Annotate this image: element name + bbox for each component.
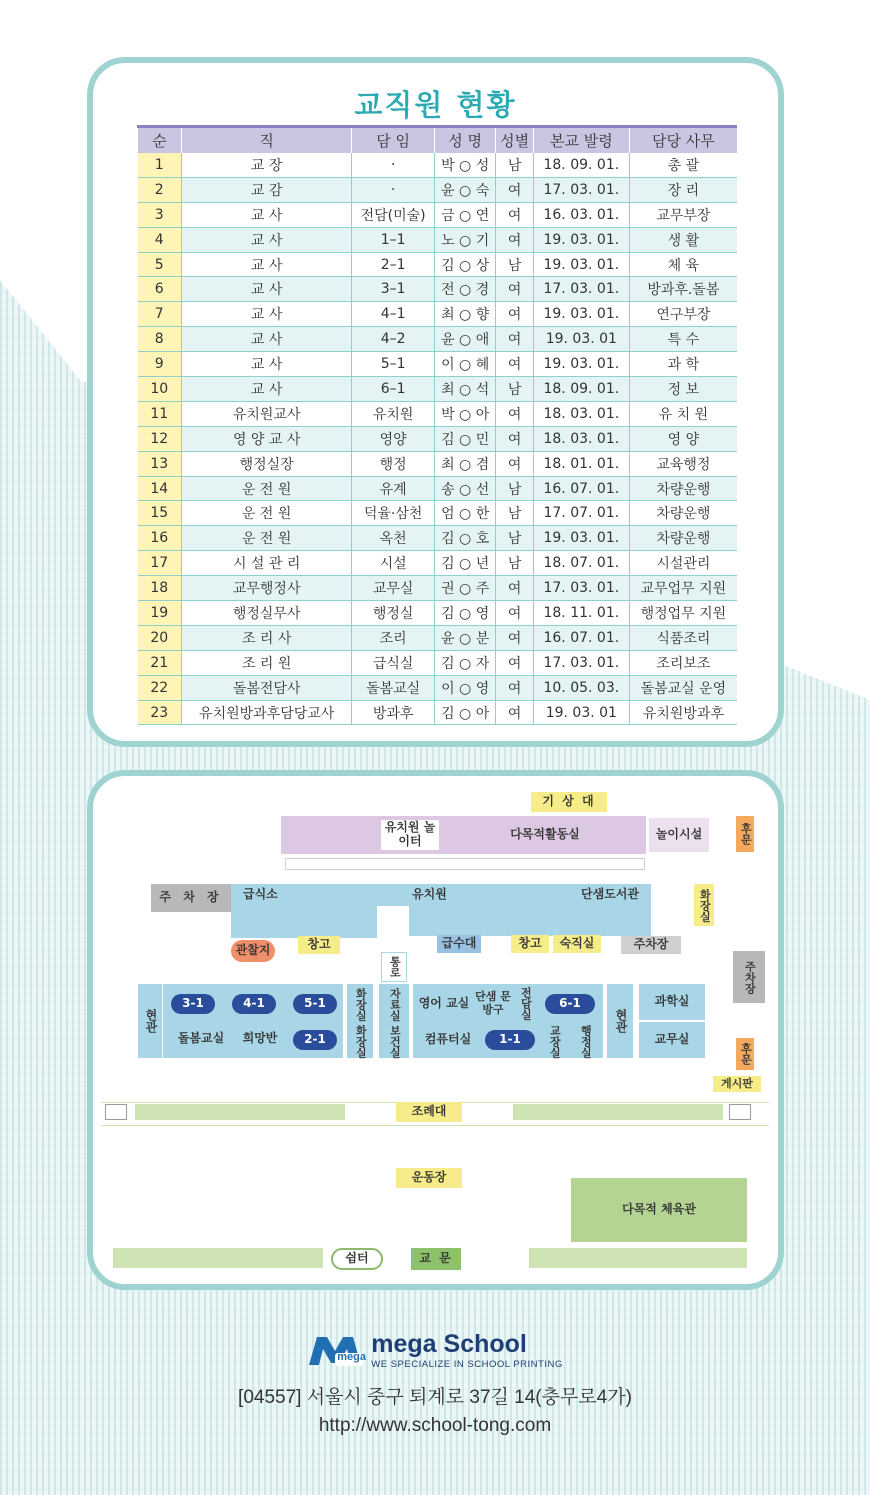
table-cell: 19. 03. 01. bbox=[533, 302, 629, 327]
table-cell: 옥천 bbox=[352, 526, 435, 551]
table-row bbox=[138, 252, 738, 277]
map-storage-2: 창고 bbox=[511, 935, 549, 953]
map-hedge-bottom-left bbox=[113, 1248, 323, 1268]
table-cell: 김 ○ 년 bbox=[434, 551, 495, 576]
table-cell: 급식실 bbox=[352, 650, 435, 675]
row-number-cell: 17 bbox=[138, 551, 182, 576]
row-number-cell: 8 bbox=[138, 327, 182, 352]
table-cell: 여 bbox=[496, 451, 533, 476]
address: [04557] 서울시 중구 퇴계로 37길 14(충무로4가) bbox=[238, 1387, 632, 1408]
table-cell: 차량운행 bbox=[629, 476, 737, 501]
table-cell: 여 bbox=[496, 227, 533, 252]
table-cell: 17. 07. 01. bbox=[533, 501, 629, 526]
table-cell: 여 bbox=[496, 625, 533, 650]
table-cell: 박 ○ 아 bbox=[434, 401, 495, 426]
footer bbox=[0, 1330, 870, 1437]
table-body bbox=[138, 153, 738, 725]
table-cell: 여 bbox=[496, 352, 533, 377]
table-row bbox=[138, 650, 738, 675]
table-row bbox=[138, 202, 738, 227]
table-cell: 윤 ○ 숙 bbox=[434, 177, 495, 202]
table-cell: 시설 bbox=[352, 551, 435, 576]
table-cell: 여 bbox=[496, 576, 533, 601]
map-back-gate-top: 후문 bbox=[736, 816, 754, 852]
table-cell: 시 설 관 리 bbox=[182, 551, 352, 576]
table-row bbox=[138, 451, 738, 476]
table-cell: 식품조리 bbox=[629, 625, 737, 650]
map-class-5-1: 5-1 bbox=[293, 994, 337, 1014]
table-cell: 1–1 bbox=[352, 227, 435, 252]
map-play-facility: 놀이시설 bbox=[649, 818, 709, 852]
table-row bbox=[138, 476, 738, 501]
table-cell: 엄 ○ 한 bbox=[434, 501, 495, 526]
table-cell: 10. 05. 03. bbox=[533, 675, 629, 700]
map-admin-room: 행정실 bbox=[579, 1024, 593, 1058]
map-science-room: 과학실 bbox=[639, 984, 705, 1020]
map-library: 단샘도서관 bbox=[581, 887, 639, 902]
row-number-cell: 18 bbox=[138, 576, 182, 601]
table-cell: 과 학 bbox=[629, 352, 737, 377]
table-cell: 남 bbox=[496, 501, 533, 526]
table-cell: 행정업무 지원 bbox=[629, 601, 737, 626]
table-cell: 김 ○ 호 bbox=[434, 526, 495, 551]
map-field: 운동장 bbox=[396, 1168, 462, 1188]
table-cell: 행정실장 bbox=[182, 451, 352, 476]
table-cell: 유계 bbox=[352, 476, 435, 501]
table-row bbox=[138, 601, 738, 626]
table-cell: 여 bbox=[496, 675, 533, 700]
map-restroom-low: 화장실 bbox=[347, 1024, 373, 1058]
table-cell: 행정실 bbox=[352, 601, 435, 626]
row-number-cell: 6 bbox=[138, 277, 182, 302]
map-class-3-1: 3-1 bbox=[171, 994, 215, 1014]
table-cell: 여 bbox=[496, 650, 533, 675]
table-row bbox=[138, 352, 738, 377]
staff-card bbox=[87, 57, 784, 747]
table-cell: 남 bbox=[496, 476, 533, 501]
map-podium: 조례대 bbox=[396, 1102, 462, 1122]
table-cell: 행정 bbox=[352, 451, 435, 476]
row-number-cell: 21 bbox=[138, 650, 182, 675]
table-cell: 조 리 원 bbox=[182, 650, 352, 675]
table-cell: 유치원방과후 bbox=[629, 700, 737, 725]
table-cell: 교 사 bbox=[182, 302, 352, 327]
table-cell: 17. 03. 01. bbox=[533, 177, 629, 202]
map-kindergarten: 유치원 bbox=[412, 887, 447, 902]
table-cell: 여 bbox=[496, 401, 533, 426]
map-principal-room: 교장실 bbox=[548, 1024, 562, 1058]
table-cell: 교무행정사 bbox=[182, 576, 352, 601]
table-cell: 19. 03. 01. bbox=[533, 252, 629, 277]
logo bbox=[0, 1330, 870, 1370]
table-row bbox=[138, 177, 738, 202]
table-cell: 조 리 사 bbox=[182, 625, 352, 650]
table-cell: 교무실 bbox=[352, 576, 435, 601]
table-row bbox=[138, 576, 738, 601]
row-number-cell: 4 bbox=[138, 227, 182, 252]
map-restroom-mid: 화장실 bbox=[347, 984, 373, 1024]
table-cell: 18. 07. 01. bbox=[533, 551, 629, 576]
table-row bbox=[138, 526, 738, 551]
table-cell: 김 ○ 민 bbox=[434, 426, 495, 451]
table-cell: 교 사 bbox=[182, 252, 352, 277]
table-cell: 윤 ○ 애 bbox=[434, 327, 495, 352]
table-row bbox=[138, 327, 738, 352]
table-cell: 전담(미술) bbox=[352, 202, 435, 227]
table-cell: 5–1 bbox=[352, 352, 435, 377]
campus-map-card bbox=[87, 770, 784, 1290]
map-main-gate: 교 문 bbox=[411, 1248, 461, 1270]
map-cafeteria-lower bbox=[231, 906, 377, 938]
row-number-cell: 15 bbox=[138, 501, 182, 526]
row-number-cell: 13 bbox=[138, 451, 182, 476]
map-top-building bbox=[231, 884, 651, 906]
table-cell: 김 ○ 상 bbox=[434, 252, 495, 277]
table-cell: 여 bbox=[496, 601, 533, 626]
table-cell: 교무부장 bbox=[629, 202, 737, 227]
table-row bbox=[138, 153, 738, 178]
table-cell: 여 bbox=[496, 277, 533, 302]
table-cell: 이 ○ 영 bbox=[434, 675, 495, 700]
table-cell: 생 활 bbox=[629, 227, 737, 252]
map-restroom-top: 화장실 bbox=[694, 884, 714, 926]
table-cell: 장 리 bbox=[629, 177, 737, 202]
row-number-cell: 3 bbox=[138, 202, 182, 227]
map-night-duty: 숙직실 bbox=[553, 935, 601, 953]
table-cell: 교 사 bbox=[182, 352, 352, 377]
table-row bbox=[138, 377, 738, 402]
map-class-1-1: 1-1 bbox=[485, 1030, 535, 1050]
table-cell: 교 장 bbox=[182, 153, 352, 178]
map-entrance-left: 현관 bbox=[138, 984, 162, 1058]
website-url[interactable]: http://www.school-tong.com bbox=[318, 1415, 552, 1436]
row-number-cell: 1 bbox=[138, 153, 182, 178]
table-cell: 차량운행 bbox=[629, 501, 737, 526]
table-row bbox=[138, 426, 738, 451]
table-cell: 18. 03. 01. bbox=[533, 426, 629, 451]
table-row bbox=[138, 700, 738, 725]
table-cell: 19. 03. 01. bbox=[533, 352, 629, 377]
table-cell: 김 ○ 아 bbox=[434, 700, 495, 725]
table-cell: 18. 11. 01. bbox=[533, 601, 629, 626]
table-cell: 여 bbox=[496, 177, 533, 202]
table-cell: 총 괄 bbox=[629, 153, 737, 178]
table-cell: 최 ○ 석 bbox=[434, 377, 495, 402]
map-gisangdae: 기 상 대 bbox=[531, 792, 607, 812]
map-bench-right-icon bbox=[729, 1104, 751, 1120]
logo-mark-text: mega bbox=[337, 1351, 367, 1363]
table-cell: 특 수 bbox=[629, 327, 737, 352]
table-cell: 16. 07. 01. bbox=[533, 625, 629, 650]
map-parking-left: 주 차 장 bbox=[151, 884, 231, 912]
table-header-cell: 성별 bbox=[496, 127, 533, 153]
table-row bbox=[138, 551, 738, 576]
map-computer-room: 컴퓨터실 bbox=[424, 1032, 472, 1047]
map-water: 급수대 bbox=[437, 935, 481, 953]
table-header-row bbox=[138, 127, 738, 153]
table-cell: 교 사 bbox=[182, 227, 352, 252]
table-cell: 방과후.돌봄 bbox=[629, 277, 737, 302]
map-gym: 다목적 체육관 bbox=[571, 1178, 747, 1242]
table-cell: 교육행정 bbox=[629, 451, 737, 476]
table-cell: 교 사 bbox=[182, 327, 352, 352]
row-number-cell: 14 bbox=[138, 476, 182, 501]
table-cell: 노 ○ 기 bbox=[434, 227, 495, 252]
row-number-cell: 10 bbox=[138, 377, 182, 402]
table-cell: 18. 09. 01. bbox=[533, 153, 629, 178]
row-number-cell: 19 bbox=[138, 601, 182, 626]
table-cell: 유 치 원 bbox=[629, 401, 737, 426]
table-cell: 연구부장 bbox=[629, 302, 737, 327]
table-cell: 남 bbox=[496, 551, 533, 576]
map-care-room: 돌봄교실 bbox=[177, 1031, 225, 1046]
map-parking-right: 주차장 bbox=[733, 951, 765, 1003]
table-cell: 돌봄교실 bbox=[352, 675, 435, 700]
table-header-cell: 성 명 bbox=[434, 127, 495, 153]
table-cell: 시설관리 bbox=[629, 551, 737, 576]
table-header-cell: 담당 사무 bbox=[629, 127, 737, 153]
map-entrance-right: 현관 bbox=[607, 984, 633, 1058]
table-row bbox=[138, 501, 738, 526]
logo-brand: mega School bbox=[371, 1330, 527, 1358]
map-shelter: 쉼터 bbox=[331, 1248, 383, 1270]
table-cell: 남 bbox=[496, 377, 533, 402]
row-number-cell: 23 bbox=[138, 700, 182, 725]
table-cell: 18. 01. 01. bbox=[533, 451, 629, 476]
table-header-cell: 담 임 bbox=[352, 127, 435, 153]
map-observation: 관찰지 bbox=[231, 940, 275, 962]
table-cell: 교 사 bbox=[182, 202, 352, 227]
table-cell: · bbox=[352, 153, 435, 178]
map-kinder-playground: 유치원 놀이터 bbox=[381, 820, 439, 850]
table-cell: 김 ○ 자 bbox=[434, 650, 495, 675]
table-cell: 교 사 bbox=[182, 277, 352, 302]
table-cell: 유치원방과후담당교사 bbox=[182, 700, 352, 725]
row-number-cell: 20 bbox=[138, 625, 182, 650]
table-cell: 여 bbox=[496, 302, 533, 327]
logo-tagline: WE SPECIALIZE IN SCHOOL PRINTING bbox=[371, 1359, 563, 1370]
table-cell: 18. 03. 01. bbox=[533, 401, 629, 426]
table-cell: 18. 09. 01. bbox=[533, 377, 629, 402]
table-cell: 19. 03. 01 bbox=[533, 700, 629, 725]
table-cell: 덕율·삼천 bbox=[352, 501, 435, 526]
table-cell: 금 ○ 연 bbox=[434, 202, 495, 227]
table-cell: 정 보 bbox=[629, 377, 737, 402]
table-cell: 남 bbox=[496, 252, 533, 277]
table-cell: 체 육 bbox=[629, 252, 737, 277]
map-resource-room: 자료실 bbox=[379, 984, 409, 1024]
table-cell: 돌봄교실 운영 bbox=[629, 675, 737, 700]
table-cell: 조리보조 bbox=[629, 650, 737, 675]
table-cell: 17. 03. 01. bbox=[533, 277, 629, 302]
map-hedge-bottom-right bbox=[529, 1248, 747, 1268]
page-title: 교직원 현황 bbox=[354, 88, 517, 122]
row-number-cell: 5 bbox=[138, 252, 182, 277]
table-cell: 영양 bbox=[352, 426, 435, 451]
table-cell: 조리 bbox=[352, 625, 435, 650]
table-cell: 16. 03. 01. bbox=[533, 202, 629, 227]
table-cell: 영 양 교 사 bbox=[182, 426, 352, 451]
row-number-cell: 7 bbox=[138, 302, 182, 327]
table-row bbox=[138, 401, 738, 426]
table-cell: 3–1 bbox=[352, 277, 435, 302]
map-back-gate-right: 후문 bbox=[736, 1038, 754, 1070]
table-cell: 영 양 bbox=[629, 426, 737, 451]
table-cell: 교 사 bbox=[182, 377, 352, 402]
map-passage: 통로 bbox=[381, 952, 407, 982]
table-row bbox=[138, 625, 738, 650]
table-cell: 4–1 bbox=[352, 302, 435, 327]
row-number-cell: 2 bbox=[138, 177, 182, 202]
table-cell: 17. 03. 01. bbox=[533, 650, 629, 675]
table-cell: 운 전 원 bbox=[182, 526, 352, 551]
map-class-4-1: 4-1 bbox=[232, 994, 276, 1014]
table-cell: 운 전 원 bbox=[182, 501, 352, 526]
table-cell: 유치원교사 bbox=[182, 401, 352, 426]
table-cell: 전 ○ 경 bbox=[434, 277, 495, 302]
table-row bbox=[138, 675, 738, 700]
table-row bbox=[138, 227, 738, 252]
campus-map bbox=[93, 776, 790, 1296]
map-class-6-1: 6-1 bbox=[545, 994, 595, 1014]
table-cell: 최 ○ 겸 bbox=[434, 451, 495, 476]
map-parking-mid: 주차장 bbox=[621, 936, 681, 954]
map-health-room: 보건실 bbox=[379, 1024, 409, 1058]
table-cell: 17. 03. 01. bbox=[533, 576, 629, 601]
mega-logo-icon bbox=[307, 1333, 365, 1367]
table-cell: 남 bbox=[496, 153, 533, 178]
table-header-cell: 본교 발령 bbox=[533, 127, 629, 153]
table-cell: 방과후 bbox=[352, 700, 435, 725]
row-number-cell: 12 bbox=[138, 426, 182, 451]
map-cafeteria: 급식소 bbox=[243, 887, 278, 902]
table-cell: 운 전 원 bbox=[182, 476, 352, 501]
table-cell: 19. 03. 01 bbox=[533, 327, 629, 352]
table-cell: 여 bbox=[496, 202, 533, 227]
table-cell: 행정실무사 bbox=[182, 601, 352, 626]
table-cell: 차량운행 bbox=[629, 526, 737, 551]
table-cell: 돌봄전담사 bbox=[182, 675, 352, 700]
map-class-2-1: 2-1 bbox=[293, 1030, 337, 1050]
table-cell: 16. 07. 01. bbox=[533, 476, 629, 501]
table-cell: 박 ○ 성 bbox=[434, 153, 495, 178]
table-cell: 윤 ○ 분 bbox=[434, 625, 495, 650]
map-dansaem-room: 단샘 문방구 bbox=[475, 990, 511, 1016]
table-cell: 여 bbox=[496, 426, 533, 451]
table-cell: 남 bbox=[496, 526, 533, 551]
row-number-cell: 9 bbox=[138, 352, 182, 377]
map-multi-room: 다목적활동실 bbox=[510, 827, 580, 842]
table-cell: 교 감 bbox=[182, 177, 352, 202]
map-hedge-right bbox=[513, 1104, 723, 1120]
staff-table bbox=[137, 125, 737, 725]
table-cell: 유치원 bbox=[352, 401, 435, 426]
map-hedge-left bbox=[135, 1104, 345, 1120]
table-cell: 19. 03. 01. bbox=[533, 526, 629, 551]
map-storage-1: 창고 bbox=[298, 936, 340, 954]
row-number-cell: 16 bbox=[138, 526, 182, 551]
table-cell: 교무업무 지원 bbox=[629, 576, 737, 601]
map-english-room: 영어 교실 bbox=[418, 996, 470, 1011]
table-header-cell: 직 bbox=[182, 127, 352, 153]
table-cell: 19. 03. 01. bbox=[533, 227, 629, 252]
table-cell: 이 ○ 혜 bbox=[434, 352, 495, 377]
table-row bbox=[138, 277, 738, 302]
map-counsel-room: 전담실 bbox=[519, 986, 533, 1020]
table-cell: · bbox=[352, 177, 435, 202]
map-teachers-room: 교무실 bbox=[639, 1022, 705, 1058]
table-cell: 여 bbox=[496, 327, 533, 352]
table-cell: 송 ○ 선 bbox=[434, 476, 495, 501]
table-cell: 김 ○ 영 bbox=[434, 601, 495, 626]
row-number-cell: 11 bbox=[138, 401, 182, 426]
map-kinder-lower bbox=[409, 906, 651, 936]
table-cell: 2–1 bbox=[352, 252, 435, 277]
map-hope-class: 희망반 bbox=[242, 1031, 278, 1046]
table-cell: 권 ○ 주 bbox=[434, 576, 495, 601]
table-row bbox=[138, 302, 738, 327]
table-header-cell: 순 bbox=[138, 127, 182, 153]
table-cell: 여 bbox=[496, 700, 533, 725]
table-cell: 4–2 bbox=[352, 327, 435, 352]
table-cell: 최 ○ 향 bbox=[434, 302, 495, 327]
row-number-cell: 22 bbox=[138, 675, 182, 700]
table-cell: 6–1 bbox=[352, 377, 435, 402]
map-bulletin: 게시판 bbox=[713, 1076, 761, 1092]
map-bench-left-icon bbox=[105, 1104, 127, 1120]
map-fence-line bbox=[285, 858, 645, 870]
logo-text bbox=[371, 1330, 562, 1370]
